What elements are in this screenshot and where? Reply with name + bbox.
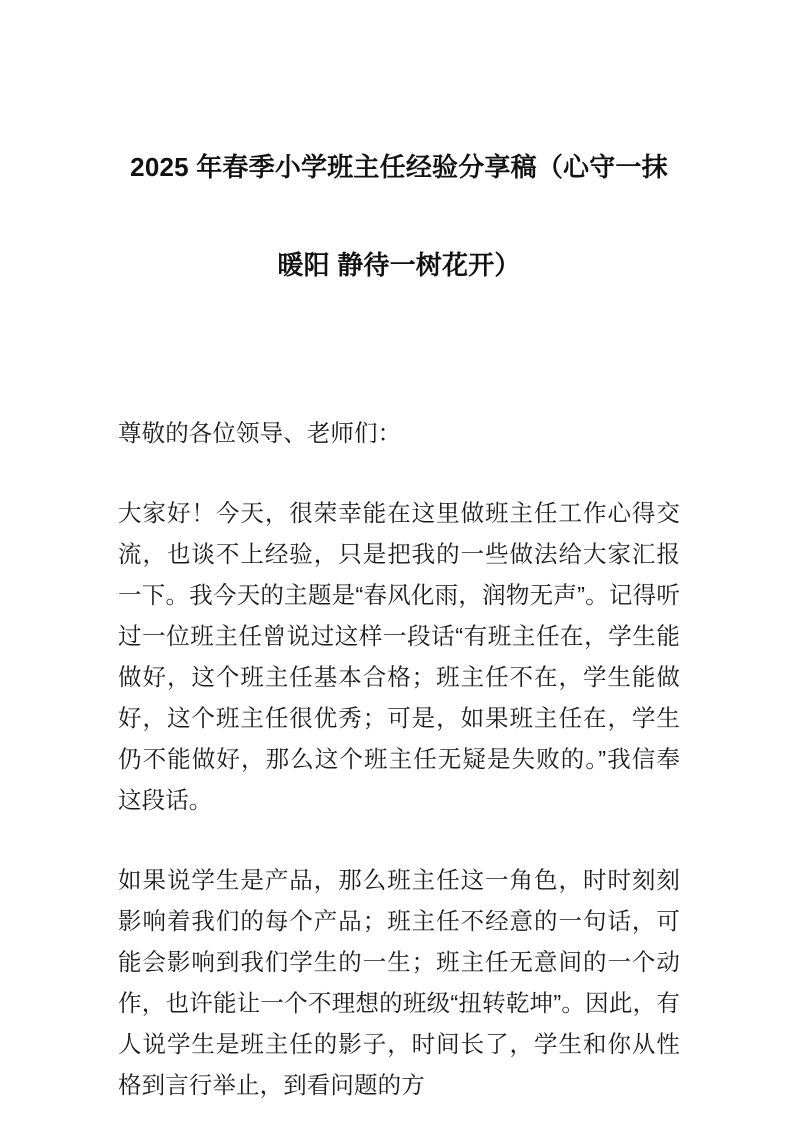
document-content: [118, 0, 680, 1106]
body-paragraph-2: 如果说学生是产品，那么班主任这一角色，时时刻刻影响着我们的每个产品；班主任不经意的一句话，可能会影响到我们学生的一生；班主任无意间的一个动作，也许能让一个不理想的班级“扭转乾坤”。因此，有人说学生是班主任的影子，时间长了，学生和你从性格到言行举止，到看问题的方: [118, 867, 680, 1098]
page-title: 2025 年春季小学班主任经验分享稿（心守一抹暖阳 静待一树花开）: [130, 152, 668, 280]
body-paragraph-1: 大家好！今天，很荣幸能在这里做班主任工作心得交流，也谈不上经验，只是把我的一些做法给大家汇报一下。我今天的主题是“春风化雨，润物无声”。记得听过一位班主任曾说过这样一段话“有班主任在，学生能做好，这个班主任基本合格；班主任不在，学生能做好，这个班主任很优秀；可是，如果班主任在，学生仍不能做好，那么这个班主任无疑是失败的。”我信奉这段话。: [118, 500, 680, 813]
salutation: 尊敬的各位领导、老师们：: [118, 420, 402, 446]
